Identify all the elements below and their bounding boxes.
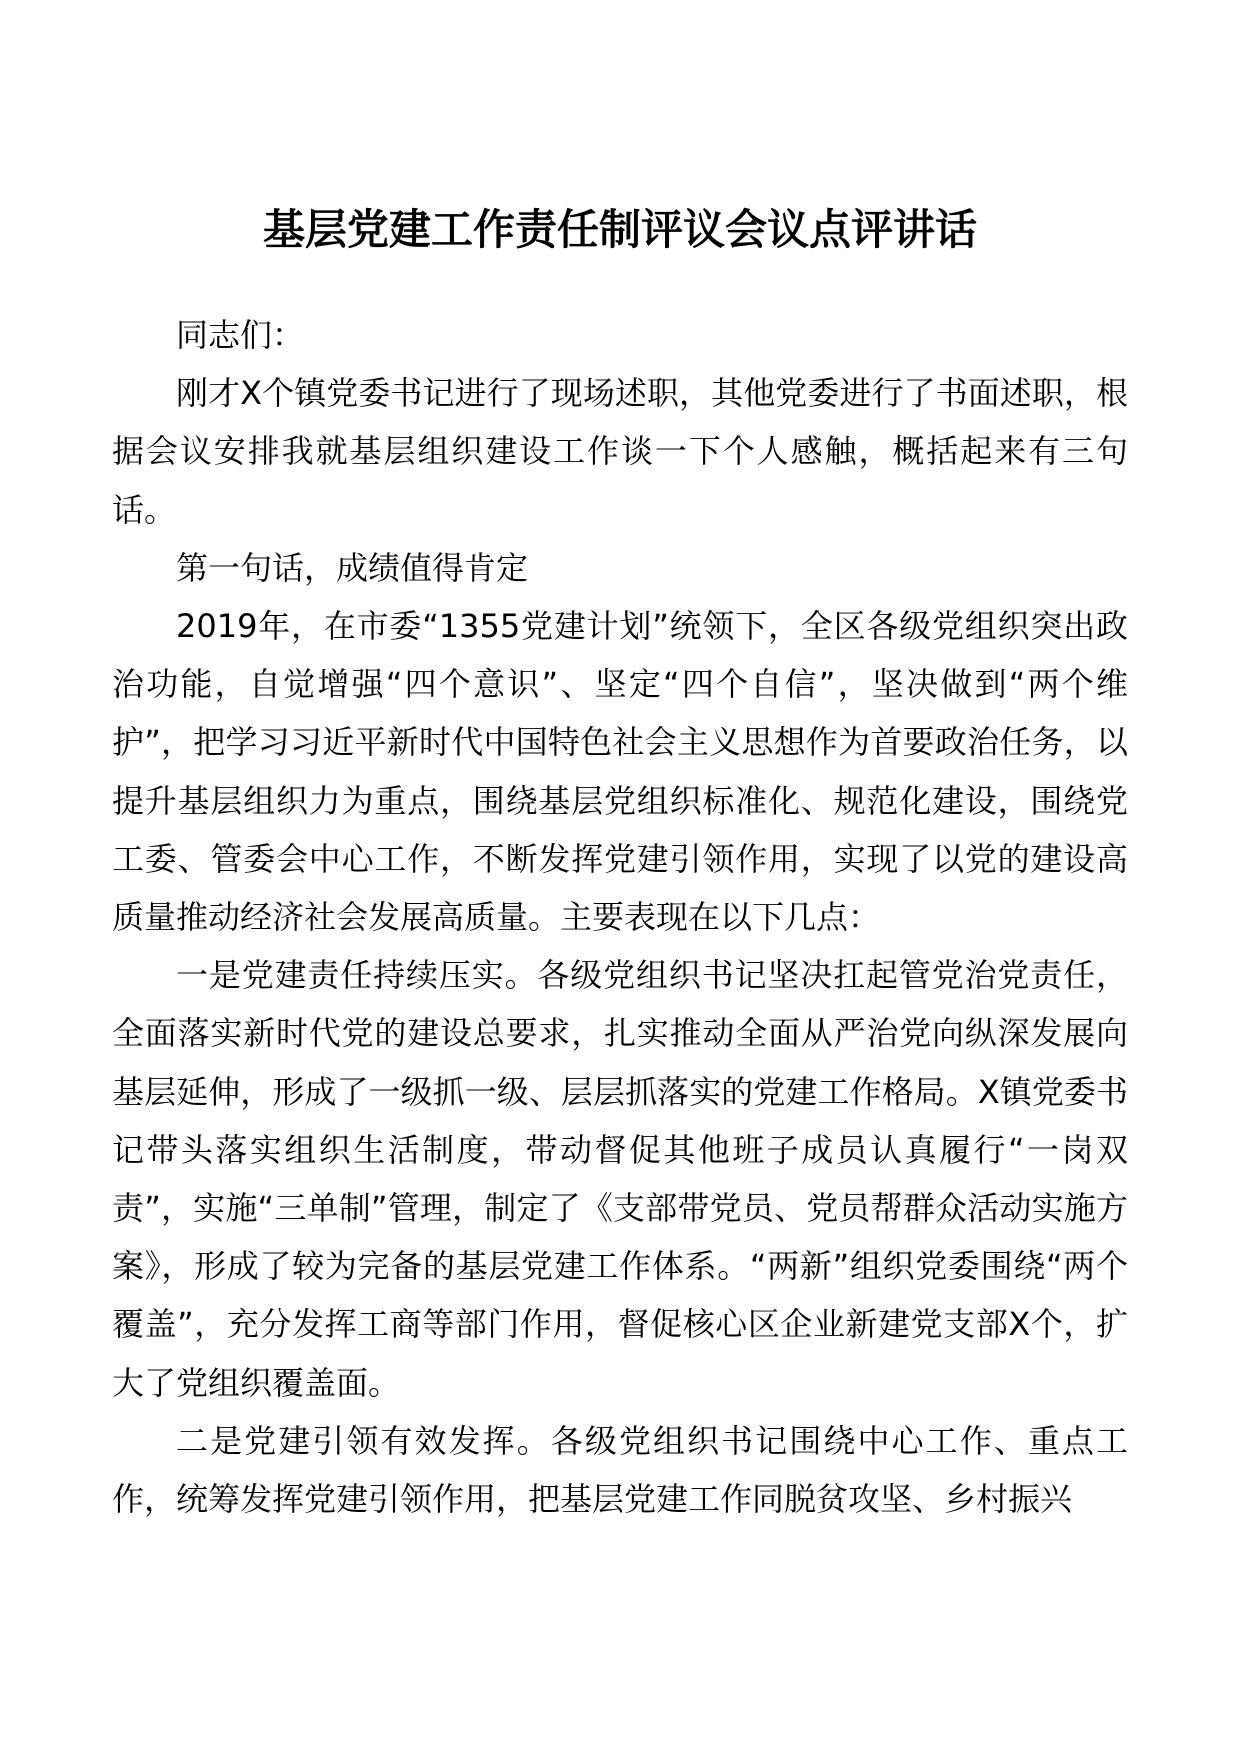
achievement-paragraph: 2019年，在市委“1355党建计划”统领下，全区各级党组织突出政治功能，自觉增强“四个意识”、坚定“四个自信”，坚决做到“两个维护”，把学习习近平新时代中国特色社会主义思想作为首要政治任务，以提升基层组织力为重点，围绕基层党组织标准化、规范化建设，围绕党工委、管委会中心工作，不断发挥党建引领作用，实现了以党的建设高质量推动经济社会发展高质量。主要表现在以下几点： — [112, 607, 1128, 937]
intro-paragraph: 刚才X个镇党委书记进行了现场述职，其他党委进行了书面述职，根据会议安排我就基层组织建设工作谈一下个人感触，概括起来有三句话。 — [112, 374, 1128, 529]
section-heading-1: 第一句话，成绩值得肯定 — [176, 548, 529, 587]
point-two-paragraph: 二是党建引领有效发挥。各级党组织书记围绕中心工作、重点工作，统筹发挥党建引领作用，把基层党建工作同脱贫攻坚、乡村振兴 — [112, 1421, 1128, 1519]
document-title: 基层党建工作责任制评议会议点评讲话 — [262, 205, 977, 254]
point-one-paragraph: 一是党建责任持续压实。各级党组织书记坚决扛起管党治党责任，全面落实新时代党的建设总要求，扎实推动全面从严治党向纵深发展向基层延伸，形成了一级抓一级、层层抓落实的党建工作格局。X镇党委书记带头落实组织生活制度，带动督促其他班子成员认真履行“一岗双责”，实施“三单制”管理，制定了《支部带党员、党员帮群众活动实施方案》，形成了较为完备的基层党建工作体系。“两新”组织党委围绕“两个覆盖”，充分发挥工商等部门作用，督促核心区企业新建党支部X个，扩大了党组织覆盖面。 — [112, 956, 1128, 1402]
document-body — [112, 306, 1128, 1528]
salutation-paragraph: 同志们： — [176, 316, 305, 354]
